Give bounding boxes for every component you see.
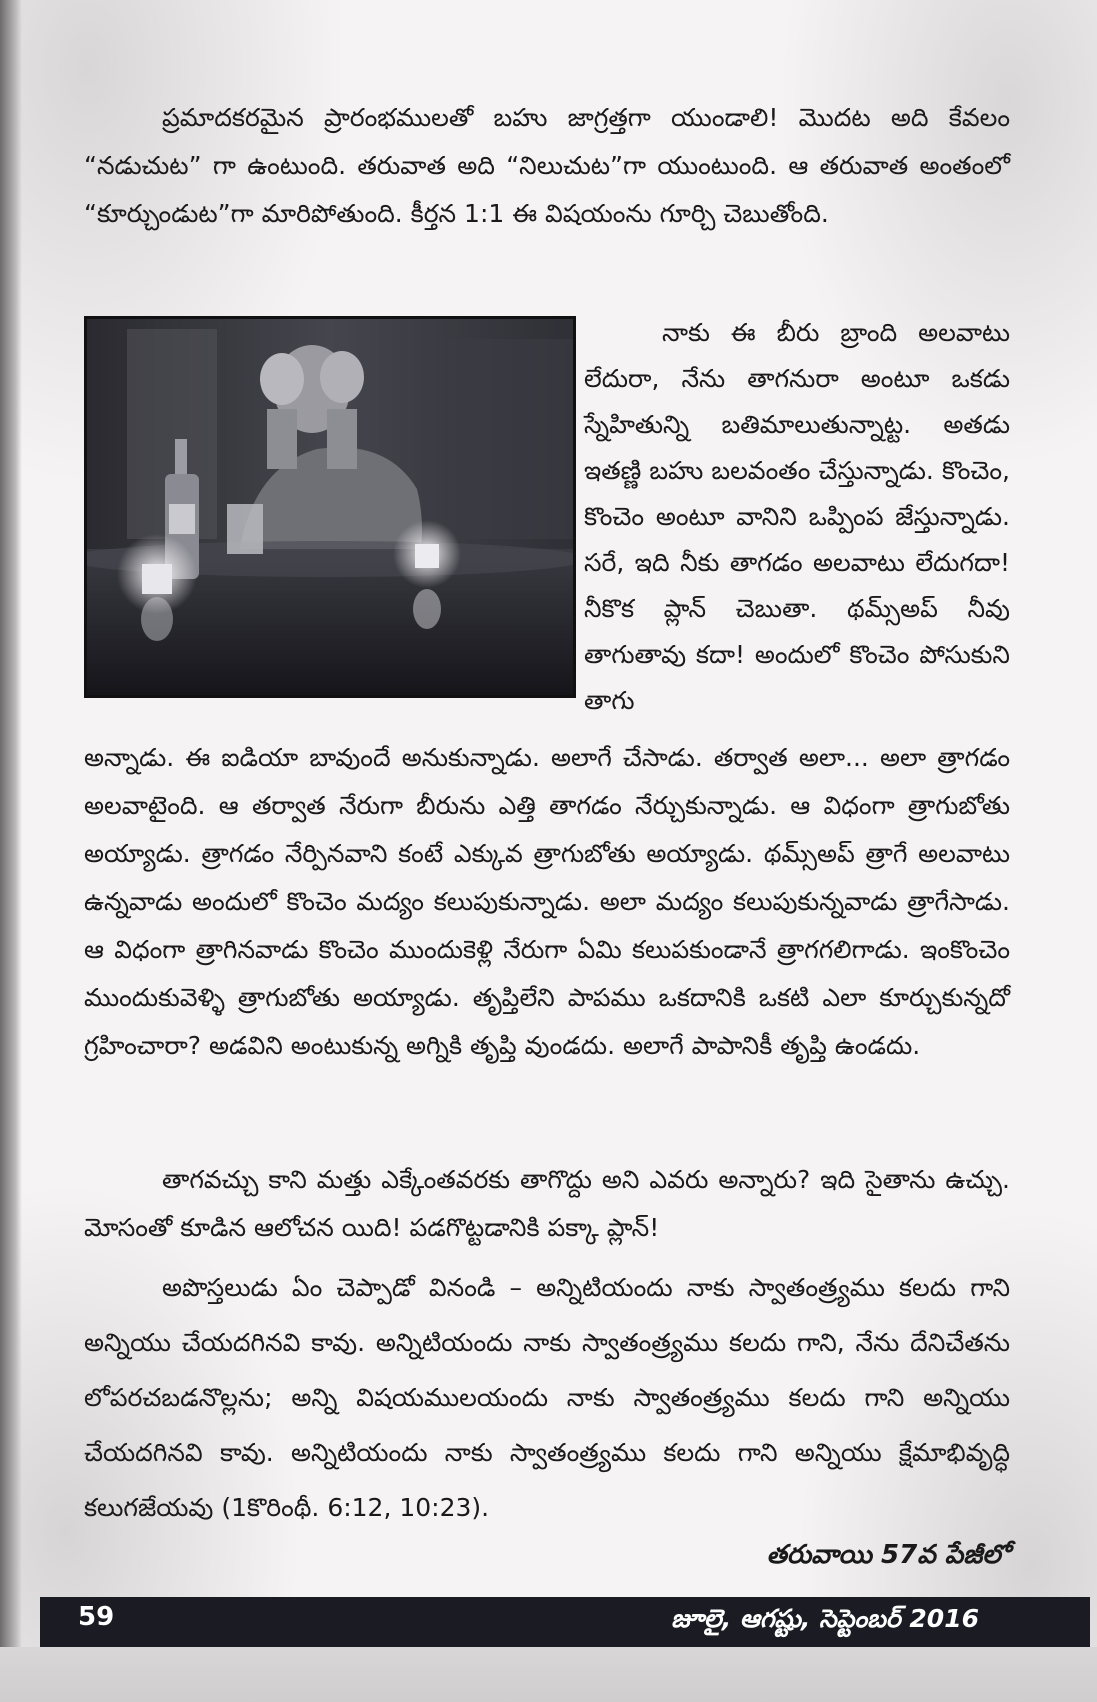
bottom-decorative-strip xyxy=(0,1647,1097,1702)
story-continuation xyxy=(84,734,1010,1070)
intro-paragraph-text: ప్రమాదకరమైన ప్రారంభములతో బహు జాగ్రత్తగా యుండాలి! మొదట అది కేవలం “నడుచుట” గా ఉంటుంది. తరువాత అది “నిలుచుట”గా యుంటుంది. ఆ తరువాత అంతంలో “కూర్చుండుట”గా మారిపోతుంది. కీర్తన 1:1 ఈ విషయంను గూర్చి చెబుతోంది. xyxy=(84,103,1010,228)
story-side-text: నాకు ఈ బీరు బ్రాంది అలవాటు లేదురా, నేను తాగనురా అంటూ ఒకడు స్నేహితున్ని బతిమాలుతున్నాట్ట. అతడు ఇతణ్ణి బహు బలవంతం చేస్తున్నాడు. కొంచెం, కొంచెం అంటూ వానిని ఒప్పింప జేస్తున్నాడు. సరే, ఇది నీకు తాగడం అలవాటు లేదుగదా! నీకొక ప్లాన్ చెబుతా. థమ్స్అప్ నీవు తాగుతావు కదా! అందులో కొంచెం పోసుకుని తాగు xyxy=(584,318,1010,715)
issue-date: జూలై, ఆగష్టు, సెప్టెంబర్ 2016 xyxy=(671,1604,979,1633)
story-continuation-text: అన్నాడు. ఈ ఐడియా బావుందే అనుకున్నాడు. అలాగే చేసాడు. తర్వాత అలా... అలా త్రాగడం అలవాటైంది. ఆ తర్వాత నేరుగా బీరును ఎత్తి తాగడం నేర్చుకున్నాడు. ఆ విధంగా త్రాగుబోతు అయ్యాడు. త్రాగడం నేర్పినవాని కంటే ఎక్కువ త్రాగుబోతు అయ్యాడు. థమ్స్అప్ త్రాగే అలవాటు ఉన్నవాడు అందులో కొంచెం మద్యం కలుపుకున్నాడు. అలా మద్యం కలుపుకున్నవాడు త్రాగేసాడు. ఆ విధంగా త్రాగినవాడు కొంచెం ముందుకెళ్లి నేరుగా ఏమి కలుపకుండానే త్రాగగలిగాడు. ఇంకొంచెం ముందుకువెళ్ళి త్రాగుబోతు అయ్యాడు. తృప్తిలేని పాపము ఒకదానికి ఒకటి ఎలా కూర్చుకున్నదో గ్రహించారా? అడవిని అంటుకున్న అగ్నికి తృప్తి వుండదు. అలాగే పాపానికీ తృప్తి ఉండదు. xyxy=(84,743,1010,1060)
satan-paragraph-text: తాగవచ్చు కాని మత్తు ఎక్కేంతవరకు తాగొద్దు అని ఎవరు అన్నారు? ఇది సైతాను ఉచ్చు. మోసంతో కూడిన ఆలోచన యిది! పడగొట్టడానికి పక్కా ప్లాన్! xyxy=(84,1165,1010,1242)
page-number: 59 xyxy=(78,1602,115,1632)
drinking-man-illustration xyxy=(87,319,573,695)
continued-on-page-note: తరువాయి 57వ పేజీలో xyxy=(766,1540,1009,1570)
intro-paragraph xyxy=(84,94,1010,238)
page-spine-shadow xyxy=(0,0,22,1702)
story-figure-row xyxy=(84,310,1010,740)
satan-paragraph xyxy=(84,1156,1010,1252)
apostle-paragraph-text: అపొస్తలుడు ఏం చెప్పాడో వినండి – అన్నిటియందు నాకు స్వాతంత్ర్యము కలదు గాని అన్నియు చేయదగినవి కావు. అన్నిటియందు నాకు స్వాతంత్ర్యము కలదు గాని, నేను దేనిచేతను లోపరచబడనొల్లను; అన్ని విషయములయందు నాకు స్వాతంత్ర్యము కలదు గాని అన్నియు చేయదగినవి కావు. అన్నిటియందు నాకు స్వాతంత్ర్యము కలదు గాని అన్నియు క్షేమాభివృద్ధి కలుగజేయవు (1కొరింథీ. 6:12, 10:23). xyxy=(84,1273,1010,1522)
drinking-man-photo xyxy=(84,316,576,698)
apostle-paragraph xyxy=(84,1260,1010,1535)
